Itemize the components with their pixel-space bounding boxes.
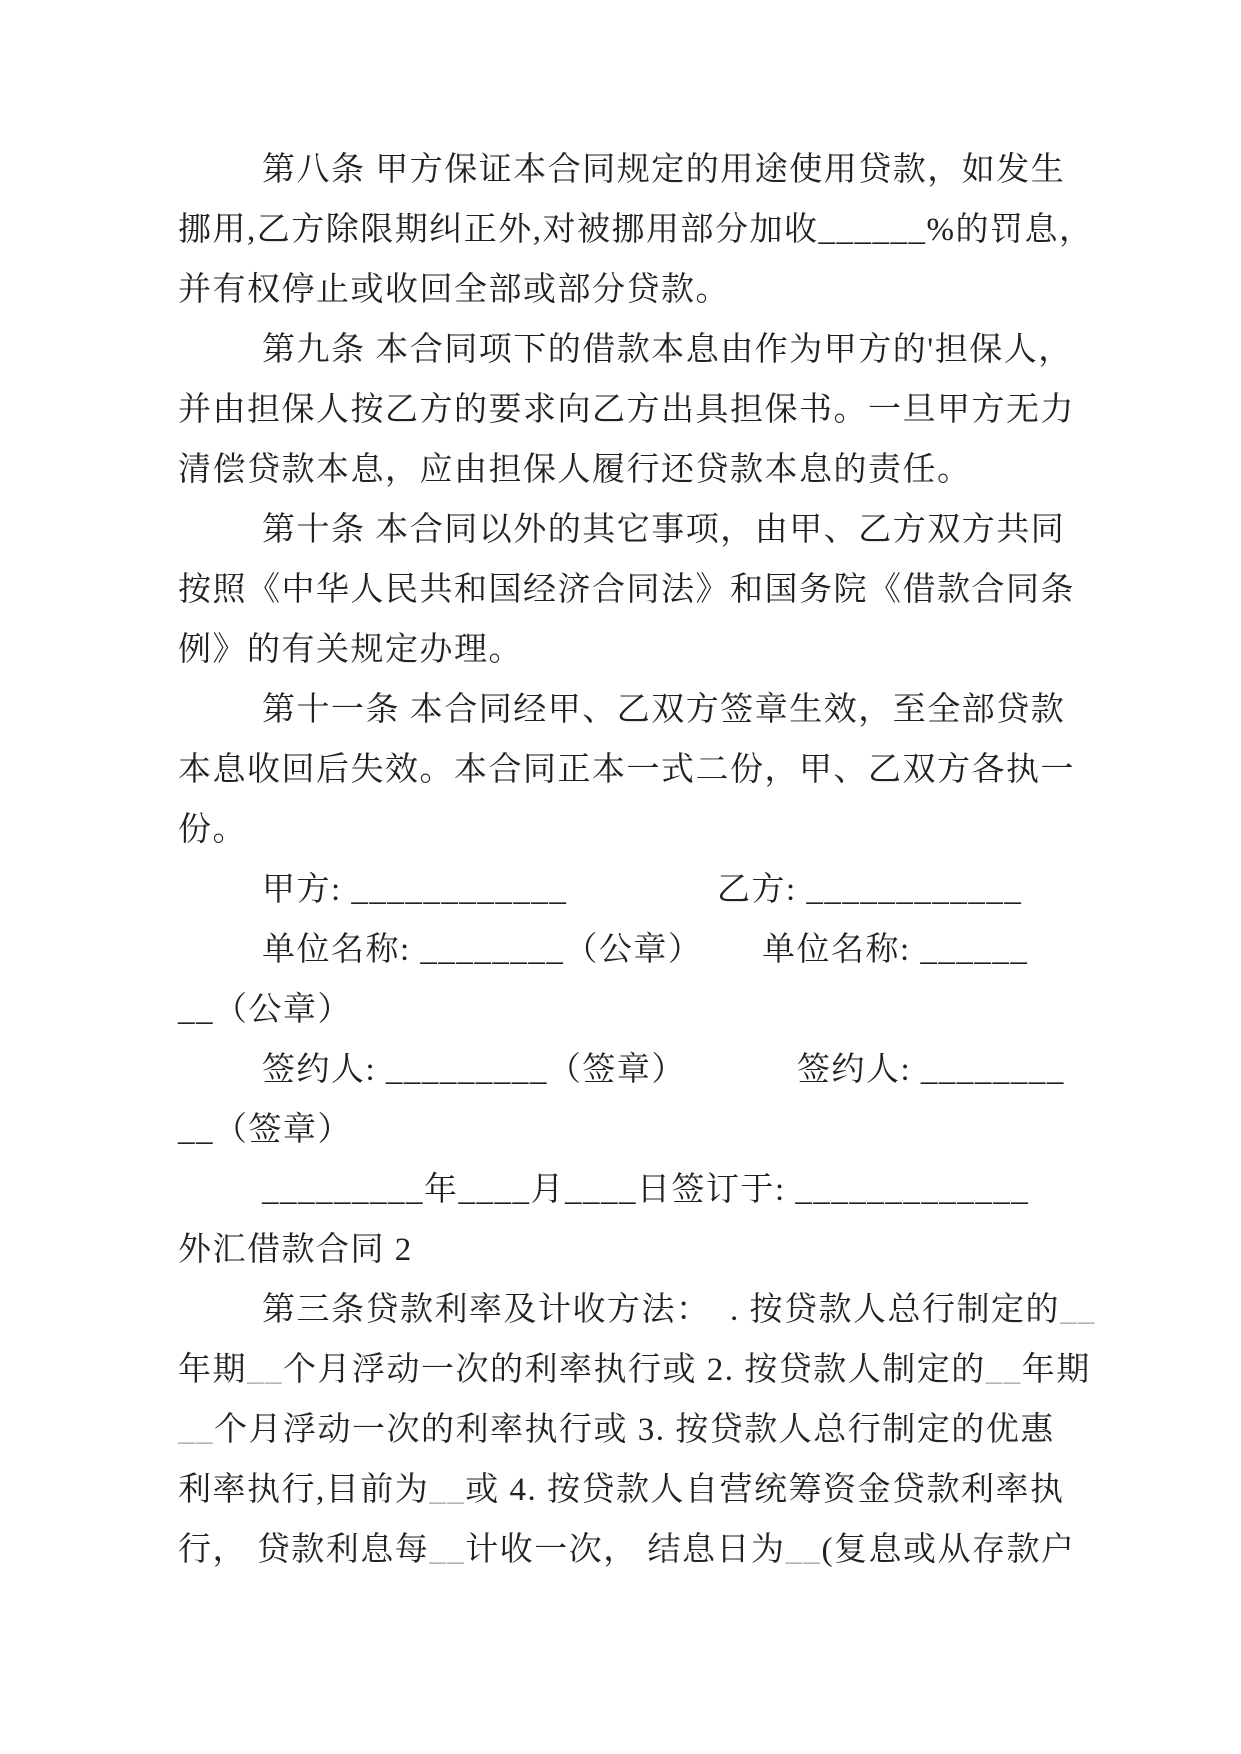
clause-10-line-1: 第十条 本合同以外的其它事项，由甲、乙方双方共同	[262, 512, 1066, 548]
clause-3-line-3: __个月浮动一次的利率执行或 3. 按贷款人总行制定的优惠	[178, 1412, 1055, 1448]
clause-9-line-3: 清偿贷款本息，应由担保人履行还贷款本息的责任。	[178, 452, 972, 488]
clause-8-line-1: 第八条 甲方保证本合同规定的用途使用贷款，如发生	[262, 152, 1066, 188]
unit-name-b-seal-wrap: __（公章）	[178, 992, 352, 1028]
clause-3-line-2: 年期__个月浮动一次的利率执行或 2. 按贷款人制定的__年期	[178, 1352, 1091, 1388]
clause-10-line-3: 例》的有关规定办理。	[178, 632, 523, 668]
signer-b-blank: 签约人: ________	[797, 1052, 1065, 1088]
clause-11-line-2: 本息收回后失效。本合同正本一式二份，甲、乙双方各执一	[178, 752, 1075, 788]
unit-name-a-blank: 单位名称: ________（公章）	[262, 932, 703, 968]
clause-3-line-5: 行， 贷款利息每__计收一次， 结息日为__(复息或从存款户	[178, 1532, 1076, 1568]
party-signature-row	[178, 860, 1078, 920]
section-2-title: 外汇借款合同 2	[178, 1232, 413, 1268]
signer-b-seal-wrap: __（签章）	[178, 1112, 352, 1148]
clause-9-line-1: 第九条 本合同项下的借款本息由作为甲方的'担保人，	[262, 332, 1073, 368]
clause-9-line-2: 并由担保人按乙方的要求向乙方出具担保书。一旦甲方无力	[178, 392, 1075, 428]
contract-date-line: _________年____月____日签订于: _____________	[262, 1172, 1030, 1208]
clause-8-line-2: 挪用,乙方除限期纠正外,对被挪用部分加收______%的罚息，	[178, 212, 1094, 248]
contract-document	[178, 140, 1096, 1580]
party-a-blank: 甲方: ____________	[262, 872, 568, 908]
clause-10-line-2: 按照《中华人民共和国经济合同法》和国务院《借款合同条	[178, 572, 1075, 608]
party-b-blank: 乙方: ____________	[717, 872, 1023, 908]
clause-11-line-3: 份。	[178, 812, 247, 848]
clause-11-line-1: 第十一条 本合同经甲、乙双方签章生效，至全部贷款	[262, 692, 1066, 728]
clause-3-line-4: 利率执行,目前为__或 4. 按贷款人自营统筹资金贷款利率执	[178, 1472, 1065, 1508]
clause-8-line-3: 并有权停止或收回全部或部分贷款。	[178, 272, 730, 308]
signer-a-blank: 签约人: _________（签章）	[262, 1052, 686, 1088]
signer-row	[178, 1040, 1078, 1100]
unit-name-b-blank: 单位名称: ______	[762, 932, 1029, 968]
unit-name-row	[178, 920, 1078, 980]
clause-3-line-1: 第三条贷款利率及计收方法： . 按贷款人总行制定的__	[262, 1292, 1096, 1328]
